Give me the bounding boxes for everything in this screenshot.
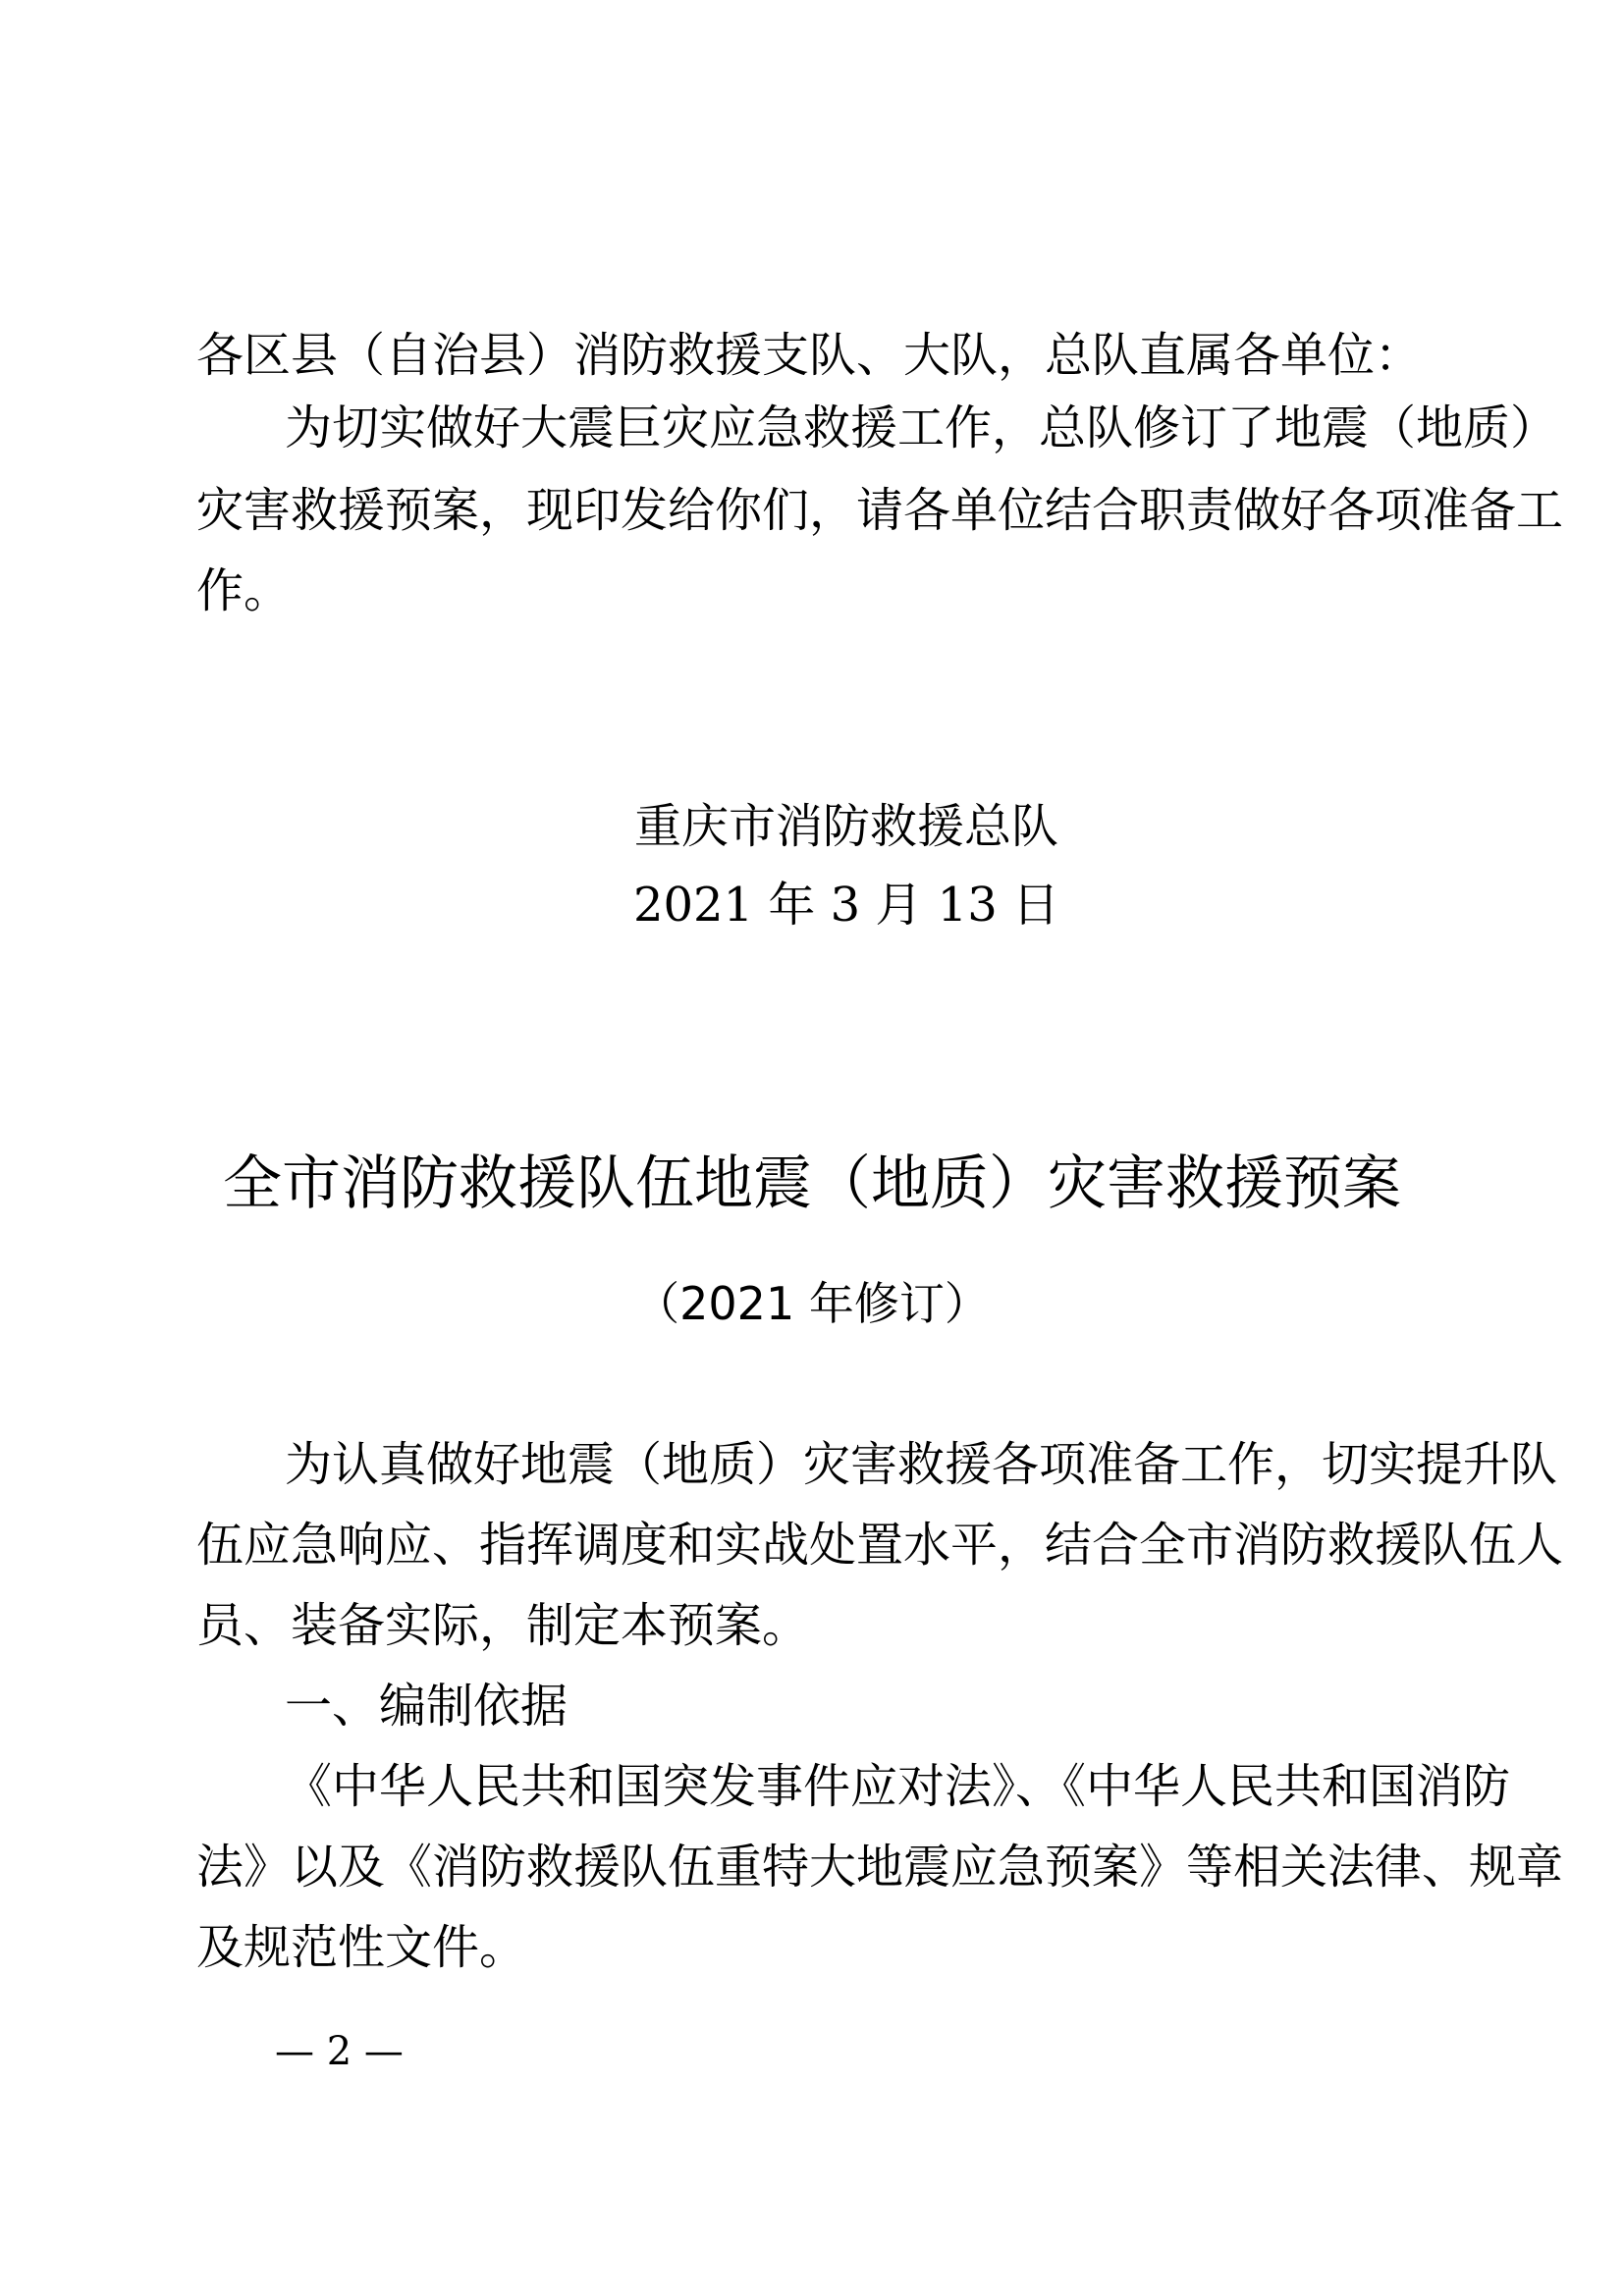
plan-title: 全市消防救援队伍地震（地质）灾害救援预案 xyxy=(223,1149,1401,1218)
basis-line-3: 及规范性文件。 xyxy=(196,1920,527,1975)
basis-line-2: 法》以及《消防救援队伍重特大地震应急预案》等相关法律、规章 xyxy=(196,1840,1564,1895)
basis-line-1: 《中华人民共和国突发事件应对法》、《中华人民共和国消防 xyxy=(285,1759,1511,1814)
signature-org: 重庆市消防救援总队 xyxy=(633,799,1058,854)
addressee: 各区县（自治县）消防救援支队、大队，总队直属各单位： xyxy=(196,328,1423,383)
notice-body-line-1: 为切实做好大震巨灾应急救援工作，总队修订了地震（地质） xyxy=(285,400,1558,455)
notice-body-line-3: 作。 xyxy=(196,563,292,618)
notice-body-line-2: 灾害救援预案，现印发给你们，请各单位结合职责做好各项准备工 xyxy=(196,483,1564,538)
intro-line-3: 员、装备实际，制定本预案。 xyxy=(196,1598,810,1653)
intro-line-2: 伍应急响应、指挥调度和实战处置水平，结合全市消防救援队伍人 xyxy=(196,1518,1564,1573)
signature-date: 2021 年 3 月 13 日 xyxy=(632,878,1060,933)
page-number: — 2 — xyxy=(275,2029,404,2074)
intro-line-1: 为认真做好地震（地质）灾害救援各项准备工作，切实提升队 xyxy=(285,1437,1558,1492)
plan-subtitle: （2021 年修订） xyxy=(634,1277,990,1330)
section-heading-basis: 一、编制依据 xyxy=(285,1679,568,1734)
